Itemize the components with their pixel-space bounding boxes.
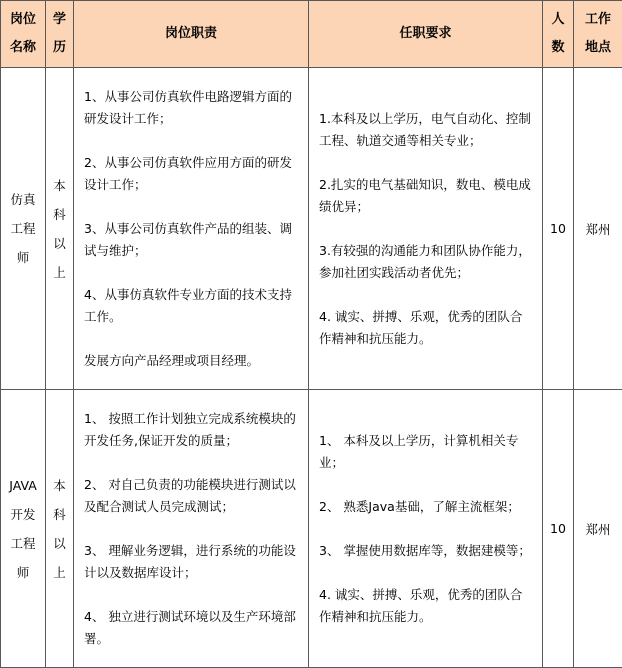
table-header-row xyxy=(1,1,622,68)
table-row-java-developer xyxy=(1,390,622,668)
requirement-item: 3.有较强的沟通能力和团队协作能力，参加社团实践活动者优先； xyxy=(319,242,531,280)
duties-cell xyxy=(74,390,309,668)
headcount-cell: 10 xyxy=(543,68,574,390)
duty-item: 3、 理解业务逻辑，进行系统的功能设计以及数据库设计； xyxy=(84,542,296,580)
duty-item: 2、 对自己负责的功能模块进行测试以及配合测试人员完成测试； xyxy=(84,476,296,514)
header-position-name: 岗位名称 xyxy=(1,1,46,68)
duties-cell xyxy=(74,68,309,390)
duty-item: 1、 按照工作计划独立完成系统模块的开发任务,保证开发的质量； xyxy=(84,410,296,448)
requirement-item: 3、 掌握使用数据库等，数据建模等； xyxy=(319,542,531,558)
duty-item: 发展方向产品经理或项目经理。 xyxy=(84,352,260,368)
position-name-cell: JAVA开发工程师 xyxy=(1,390,46,668)
position-name-cell: 仿真工程师 xyxy=(1,68,46,390)
duty-item: 2、从事公司仿真软件应用方面的研发设计工作； xyxy=(84,154,292,192)
header-job-duties: 岗位职责 xyxy=(74,1,309,68)
header-job-requirements: 任职要求 xyxy=(309,1,543,68)
education-cell: 本科以上 xyxy=(46,390,74,668)
requirement-item: 4. 诚实、拼搏、乐观，优秀的团队合作精神和抗压能力。 xyxy=(319,586,523,624)
location-cell: 郑州 xyxy=(574,390,622,668)
requirement-item: 1.本科及以上学历，电气自动化、控制工程、轨道交通等相关专业； xyxy=(319,110,531,148)
education-cell: 本科以上 xyxy=(46,68,74,390)
location-cell: 郑州 xyxy=(574,68,622,390)
requirement-item: 2、 熟悉Java基础，了解主流框架； xyxy=(319,498,520,514)
header-work-location: 工作地点 xyxy=(574,1,622,68)
duty-item: 1、从事公司仿真软件电路逻辑方面的研发设计工作； xyxy=(84,88,292,126)
table-row-simulation-engineer xyxy=(1,68,622,390)
requirement-item: 4. 诚实、拼搏、乐观，优秀的团队合作精神和抗压能力。 xyxy=(319,308,523,346)
header-headcount: 人数 xyxy=(543,1,574,68)
duty-item: 4、 独立进行测试环境以及生产环境部署。 xyxy=(84,608,296,646)
requirement-item: 2.扎实的电气基础知识，数电、模电成绩优异； xyxy=(319,176,531,214)
header-education: 学历 xyxy=(46,1,74,68)
headcount-cell: 10 xyxy=(543,390,574,668)
duty-item: 3、从事公司仿真软件产品的组装、调试与维护； xyxy=(84,220,292,258)
requirements-cell xyxy=(309,68,543,390)
requirement-item: 1、 本科及以上学历，计算机相关专业； xyxy=(319,432,519,470)
duty-item: 4、从事仿真软件专业方面的技术支持工作。 xyxy=(84,286,292,324)
requirements-cell xyxy=(309,390,543,668)
